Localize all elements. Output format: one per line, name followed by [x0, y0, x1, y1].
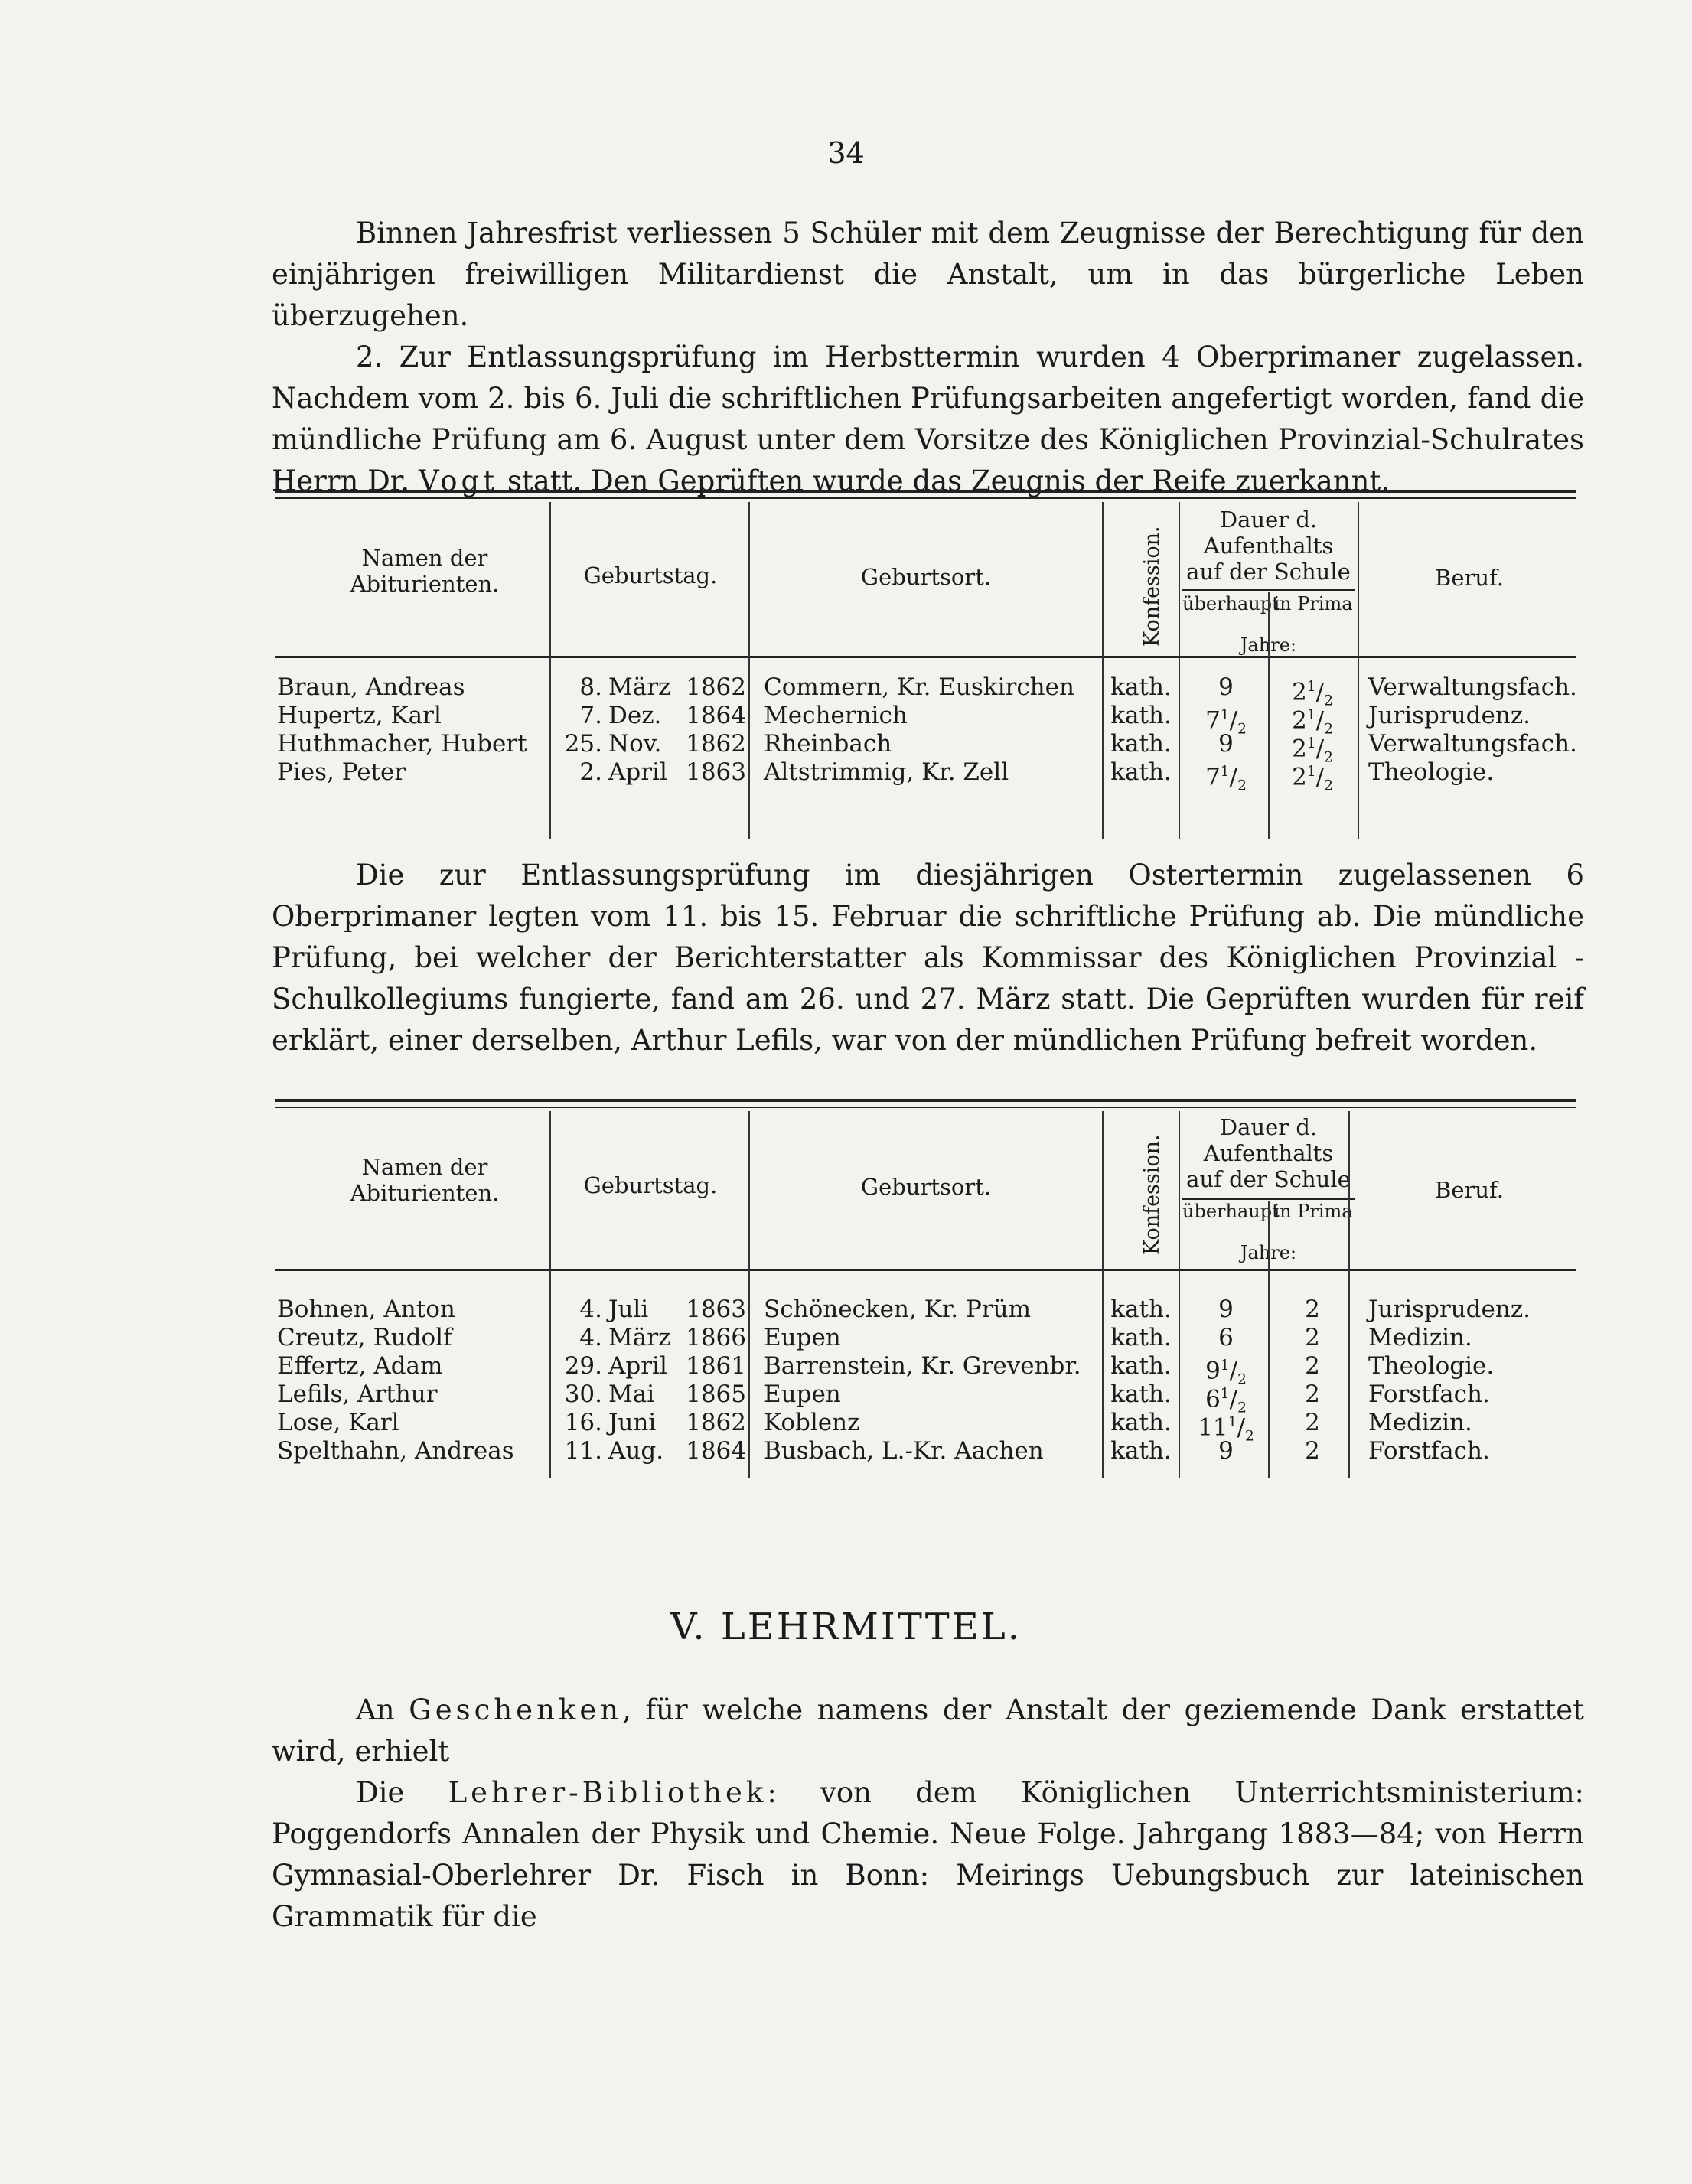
birth-day: 4. [579, 1324, 602, 1351]
table2-col-divider [549, 1111, 551, 1478]
student-name: Spelthahn, Andreas [277, 1437, 514, 1465]
birth-year: 1863 [686, 758, 746, 786]
table2-header-birthday: Geburtstag. [583, 1172, 718, 1198]
birth-place: Eupen [764, 1324, 841, 1351]
birth-month: Juli [608, 1296, 649, 1323]
years-total: 9 [1218, 1296, 1234, 1323]
birth-day: 8. [579, 673, 602, 701]
birth-day: 30. [564, 1380, 602, 1408]
table1-header-jahre: Jahre: [1240, 634, 1297, 656]
table2-header-ueberhaupt: überhaupt [1182, 1201, 1280, 1222]
birth-year: 1862 [686, 673, 746, 701]
birth-place: Rheinbach [764, 730, 892, 758]
years-total: 9 [1218, 730, 1234, 758]
years-prima: 2 [1305, 1324, 1320, 1351]
profession: Jurisprudenz. [1368, 1296, 1531, 1323]
intro-paragraphs [272, 213, 1584, 502]
table1-header-beruf: Beruf. [1435, 565, 1504, 591]
konfession: kath. [1110, 702, 1172, 729]
years-total: $7^1/_2$ [1205, 763, 1247, 794]
table2-col-divider [1179, 1111, 1180, 1478]
autumn-exam-text-b: statt. Den Geprüften wurde das Zeugnis der Reife zuerkannt. [507, 465, 1390, 497]
years-prima: 2 [1305, 1437, 1320, 1465]
birth-place: Schönecken, Kr. Prüm [764, 1296, 1032, 1323]
birth-place: Commern, Kr. Euskirchen [764, 673, 1074, 701]
student-name: Creutz, Rudolf [277, 1324, 452, 1351]
birth-day: 4. [579, 1296, 602, 1323]
page-number: 34 [827, 136, 865, 170]
table1-col-divider [1358, 502, 1359, 839]
birth-month: Nov. [608, 730, 662, 758]
birth-year: 1865 [686, 1380, 746, 1408]
konfession: kath. [1110, 1437, 1172, 1465]
library-text-a: Die [356, 1776, 405, 1809]
table2-col-divider [1102, 1111, 1104, 1478]
birth-place: Koblenz [764, 1409, 860, 1436]
birth-year: 1862 [686, 730, 746, 758]
table1-header-name: Namen der Abiturienten. [350, 545, 500, 597]
birth-day: 11. [564, 1437, 602, 1465]
student-name: Hupertz, Karl [277, 702, 442, 729]
table1-col-divider [1102, 502, 1104, 839]
birth-place: Busbach, L.-Kr. Aachen [764, 1437, 1044, 1465]
years-total: $7^1/_2$ [1205, 706, 1247, 738]
years-prima: $2^1/_2$ [1292, 706, 1333, 738]
table1-col-divider [1268, 592, 1270, 839]
table2-header-dauer: Dauer d. Aufenthalts auf der Schule [1186, 1114, 1351, 1192]
profession: Theologie. [1368, 758, 1495, 786]
table1-col-divider [748, 502, 750, 839]
konfession: kath. [1110, 758, 1172, 786]
table2-top-rule [275, 1099, 1576, 1108]
table2-header-name: Namen der Abiturienten. [350, 1154, 500, 1206]
table1-header-dauer: Dauer d. Aufenthalts auf der Schule [1186, 507, 1351, 585]
birth-year: 1863 [686, 1296, 746, 1323]
student-name: Effertz, Adam [277, 1352, 443, 1380]
birth-place: Eupen [764, 1380, 841, 1408]
table1-header-prima: in Prima [1273, 593, 1353, 614]
birth-day: 7. [579, 702, 602, 729]
easter-exam-text: Die zur Entlassungsprüfung im diesjährigen Ostertermin zugelassenen 6 Oberprimaner legten vom 11. bis 15. Februar die schriftliche Prüfung ab. Die mündliche Prüfung, bei welcher der Berichterstatter als Kommissar des Königlichen Provinzial - Schulkollegiums fungierte, fand am 26. und 27. März statt. Die Geprüften wurden für reif erklärt, einer derselben, Arthur Lefils, war von der mündlichen Prüfung befreit worden. [272, 859, 1584, 1057]
student-name: Huthmacher, Hubert [277, 730, 527, 758]
profession: Verwaltungsfach. [1368, 673, 1577, 701]
years-prima: 2 [1305, 1380, 1320, 1408]
table1-header-konfession: Konfession. [1140, 526, 1164, 647]
years-prima: $2^1/_2$ [1292, 735, 1333, 766]
paragraph-military-service: Binnen Jahresfrist verliessen 5 Schüler mit dem Zeugnisse der Berechtigung für den einjährigen freiwilligen Militardienst die Anstalt, um in das bürgerliche Leben überzugehen. [272, 217, 1584, 332]
birth-month: März [608, 673, 671, 701]
autumn-exam-text-a: 2. Zur Entlassungsprüfung im Herbsttermin wurden 4 Oberprimaner zugelassen. Nachdem vom 2. bis 6. Juli die schriftlichen Prüfungsarbeiten angefertigt worden, fand die mündliche Prüfung am 6. August unter dem Vorsitze des Königlichen Provinzial-Schulrates Herrn Dr. [272, 341, 1584, 497]
birth-month: April [608, 1352, 667, 1380]
library-text-b: : von dem Königlichen Unterrichtsministerium: Poggendorfs Annalen der Physik und Chemie. Neue Folge. Jahrgang 1883—84; von Herrn Gymnasial-Oberlehrer Dr. Fisch in Bonn: Meirings Uebungsbuch zur lateinischen Grammatik für die [272, 1776, 1584, 1933]
birth-year: 1864 [686, 702, 746, 729]
birth-place: Mechernich [764, 702, 908, 729]
student-name: Bohnen, Anton [277, 1296, 455, 1323]
gifts-spaced-word: Geschenken [409, 1693, 623, 1726]
profession: Forstfach. [1368, 1437, 1490, 1465]
table2-header-birthplace: Geburtsort. [860, 1174, 992, 1200]
years-total: 9 [1218, 1437, 1234, 1465]
birth-year: 1864 [686, 1437, 746, 1465]
paragraph-easter-exam [272, 855, 1584, 1061]
student-name: Braun, Andreas [277, 673, 465, 701]
birth-place: Altstrimmig, Kr. Zell [764, 758, 1009, 786]
konfession: kath. [1110, 1296, 1172, 1323]
years-prima: $2^1/_2$ [1292, 678, 1333, 709]
konfession: kath. [1110, 1324, 1172, 1351]
konfession: kath. [1110, 673, 1172, 701]
table2-dauer-rule [1182, 1198, 1355, 1200]
gifts-text-a: An [356, 1693, 395, 1726]
birth-month: Juni [608, 1409, 657, 1436]
table2-header-beruf: Beruf. [1435, 1177, 1504, 1203]
lehrmittel-paragraphs [272, 1690, 1584, 1938]
birth-year: 1866 [686, 1324, 746, 1351]
birth-month: Dez. [608, 702, 662, 729]
years-prima: 2 [1305, 1409, 1320, 1436]
birth-day: 29. [564, 1352, 602, 1380]
konfession: kath. [1110, 1409, 1172, 1436]
profession: Theologie. [1368, 1352, 1495, 1380]
years-prima: $2^1/_2$ [1292, 763, 1333, 794]
profession: Medizin. [1368, 1324, 1472, 1351]
birth-month: April [608, 758, 667, 786]
years-total: $9^1/_2$ [1205, 1357, 1247, 1388]
table2-header-bottom-rule [275, 1269, 1576, 1271]
table2-header-konfession: Konfession. [1140, 1134, 1164, 1255]
examiner-name: Vogt [418, 465, 499, 497]
library-spaced-word: Lehrer-Bibliothek [448, 1776, 768, 1809]
years-total: $11^1/_2$ [1198, 1413, 1254, 1445]
table1-top-rule [275, 490, 1576, 499]
birth-day: 25. [564, 730, 602, 758]
konfession: kath. [1110, 1352, 1172, 1380]
years-total: $6^1/_2$ [1205, 1385, 1247, 1416]
profession: Forstfach. [1368, 1380, 1490, 1408]
table2-col-divider [1268, 1201, 1270, 1478]
table2-header-jahre: Jahre: [1240, 1242, 1297, 1263]
konfession: kath. [1110, 730, 1172, 758]
student-name: Lefils, Arthur [277, 1380, 438, 1408]
gifts-text-b: , für welche namens der Anstalt der geziemende Dank erstattet wird, erhielt [272, 1693, 1584, 1768]
years-total: 9 [1218, 673, 1234, 701]
profession: Verwaltungsfach. [1368, 730, 1577, 758]
table2-header-prima: in Prima [1273, 1201, 1353, 1222]
table1-header-bottom-rule [275, 656, 1576, 658]
table1-header-birthplace: Geburtsort. [860, 564, 992, 590]
table1-header-ueberhaupt: überhaupt [1182, 593, 1280, 614]
years-prima: 2 [1305, 1352, 1320, 1380]
paragraph-teacher-library [272, 1772, 1584, 1938]
paragraph-autumn-exam [272, 337, 1584, 502]
birth-month: Mai [608, 1380, 655, 1408]
table1-col-divider [1179, 502, 1180, 839]
profession: Jurisprudenz. [1368, 702, 1531, 729]
birth-month: März [608, 1324, 671, 1351]
table1-header-birthday: Geburtstag. [583, 562, 718, 588]
table1-dauer-rule [1182, 589, 1355, 591]
birth-place: Barrenstein, Kr. Grevenbr. [764, 1352, 1081, 1380]
birth-year: 1862 [686, 1409, 746, 1436]
profession: Medizin. [1368, 1409, 1472, 1436]
birth-month: Aug. [608, 1437, 664, 1465]
student-name: Lose, Karl [277, 1409, 399, 1436]
years-total: 6 [1218, 1324, 1234, 1351]
birth-day: 2. [579, 758, 602, 786]
student-name: Pies, Peter [277, 758, 406, 786]
table1-col-divider [549, 502, 551, 839]
section-heading: V. LEHRMITTEL. [670, 1605, 1022, 1648]
birth-year: 1861 [686, 1352, 746, 1380]
birth-day: 16. [564, 1409, 602, 1436]
years-prima: 2 [1305, 1296, 1320, 1323]
konfession: kath. [1110, 1380, 1172, 1408]
paragraph-gifts [272, 1690, 1584, 1772]
table2-col-divider [748, 1111, 750, 1478]
